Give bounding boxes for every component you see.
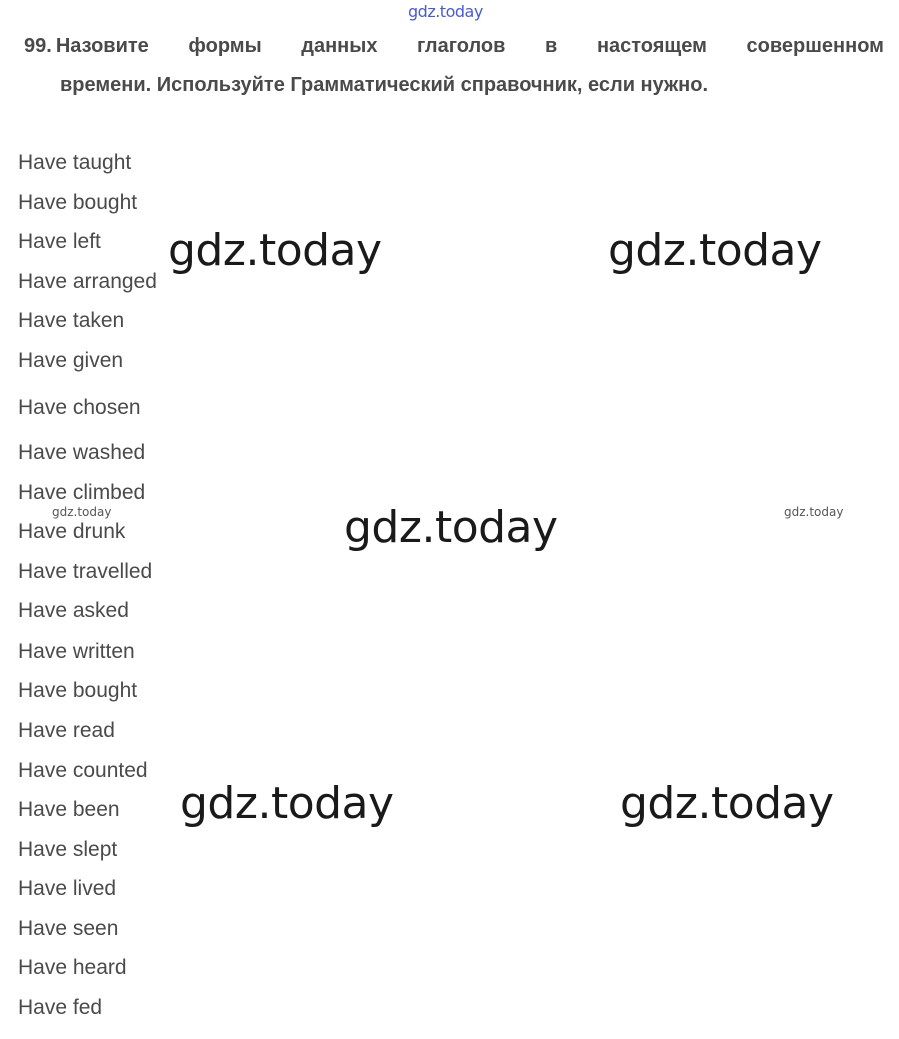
answer-item: Have taught [18,151,132,174]
task-word: совершенном [746,35,884,57]
answer-item: Have counted [18,759,148,782]
answer-item: Have chosen [18,396,141,419]
watermark: gdz.today [344,502,558,553]
small-watermark: gdz.today [52,505,112,519]
watermark: gdz.today [180,778,394,829]
task-word: данных [301,35,378,57]
task-number: 99. [24,35,52,57]
answer-item: Have heard [18,956,127,979]
answer-item: Have lived [18,877,117,900]
answer-item: Have bought [18,191,138,214]
answer-item: Have given [18,349,124,372]
task-word: глаголов [417,35,506,57]
answer-item: Have taken [18,309,125,332]
answer-item: Have read [18,719,115,742]
watermark: gdz.today [168,225,382,276]
task-word: Назовите [55,35,149,57]
answer-item: Have written [18,640,135,663]
answer-item: Have arranged [18,270,157,293]
task-word: настоящем [596,35,707,57]
answer-item: Have asked [18,599,129,622]
watermark: gdz.today [620,778,834,829]
answer-list [18,0,318,1039]
answer-item: Have slept [18,838,118,861]
answer-item: Have bought [18,679,138,702]
header-watermark: gdz.today [408,2,483,21]
task-line-2: времени. Используйте Грамматический справочник, если нужно. [60,74,709,96]
watermark: gdz.today [608,225,822,276]
answer-item: Have washed [18,441,146,464]
answer-item: Have seen [18,917,119,940]
answer-item: Have fed [18,996,103,1019]
answer-item: Have left [18,230,101,253]
answer-item: Have drunk [18,520,126,543]
task-word: в [545,35,558,57]
answer-item: Have been [18,798,120,821]
answer-item: Have climbed [18,481,146,504]
small-watermark: gdz.today [784,505,844,519]
task-word: формы [188,35,262,57]
answer-item: Have travelled [18,560,153,583]
